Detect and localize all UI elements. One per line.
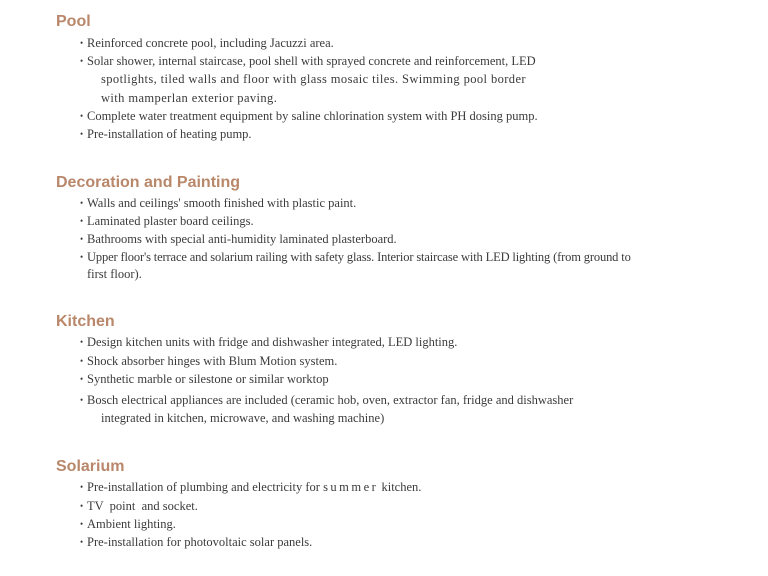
list-item: • Laminated plaster board ceilings. bbox=[80, 214, 254, 228]
bullet-icon: • bbox=[80, 374, 84, 384]
bullet-icon: • bbox=[80, 198, 84, 208]
bullet-icon: • bbox=[80, 482, 84, 492]
list-item: • Reinforced concrete pool, including Jacuzzi area. bbox=[80, 36, 334, 50]
section-heading-solarium: Solarium bbox=[56, 458, 125, 475]
section-heading-kitchen: Kitchen bbox=[56, 313, 115, 330]
list-item: • Shock absorber hinges with Blum Motion system. bbox=[80, 354, 338, 368]
bullet-icon: • bbox=[80, 519, 84, 529]
bullet-icon: • bbox=[80, 337, 84, 347]
list-item: • Bosch electrical appliances are included (ceramic hob, oven, extractor fan, fridge and dishwasher integrated in kitchen, microwave, and washing machine) bbox=[80, 393, 574, 425]
bullet-icon: • bbox=[80, 234, 84, 244]
list-item: • Bathrooms with special anti-humidity laminated plasterboard. bbox=[80, 232, 397, 246]
bullet-icon: • bbox=[80, 252, 84, 262]
bullet-icon: • bbox=[80, 395, 84, 405]
bullet-icon: • bbox=[80, 537, 84, 547]
bullet-icon: • bbox=[80, 38, 84, 48]
list-item: • Pre-installation of heating pump. bbox=[80, 127, 252, 141]
list-item: • Ambient lighting. bbox=[80, 517, 176, 531]
list-item: • Complete water treatment equipment by saline chlorination system with PH dosing pump. bbox=[80, 109, 538, 123]
list-item: • Solar shower, internal staircase, pool shell with sprayed concrete and reinforcement, LED spotlights, tiled walls and floor with glass mosaic tiles. Swimming pool border with mamperlan exterior paving. bbox=[80, 54, 536, 105]
list-item: • Design kitchen units with fridge and dishwasher integrated, LED lighting. bbox=[80, 335, 458, 349]
bullet-icon: • bbox=[80, 56, 84, 66]
bullet-icon: • bbox=[80, 501, 84, 511]
bullet-icon: • bbox=[80, 216, 84, 226]
section-heading-pool: Pool bbox=[56, 13, 91, 30]
list-item: • Pre-installation of plumbing and electricity for summer kitchen. bbox=[80, 480, 422, 494]
list-item: • Walls and ceilings' smooth finished with plastic paint. bbox=[80, 196, 357, 210]
list-item: • Synthetic marble or silestone or similar worktop bbox=[80, 372, 329, 386]
bullet-icon: • bbox=[80, 356, 84, 366]
section-heading-decoration: Decoration and Painting bbox=[56, 174, 241, 191]
list-item: • Pre-installation for photovoltaic solar panels. bbox=[80, 535, 313, 549]
list-item: • TV point and socket. bbox=[80, 499, 198, 513]
bullet-icon: • bbox=[80, 129, 84, 139]
list-item: • Upper floor's terrace and solarium railing with safety glass. Interior staircase with LED lighting (from ground to first floor). bbox=[80, 250, 631, 281]
bullet-icon: • bbox=[80, 111, 84, 121]
